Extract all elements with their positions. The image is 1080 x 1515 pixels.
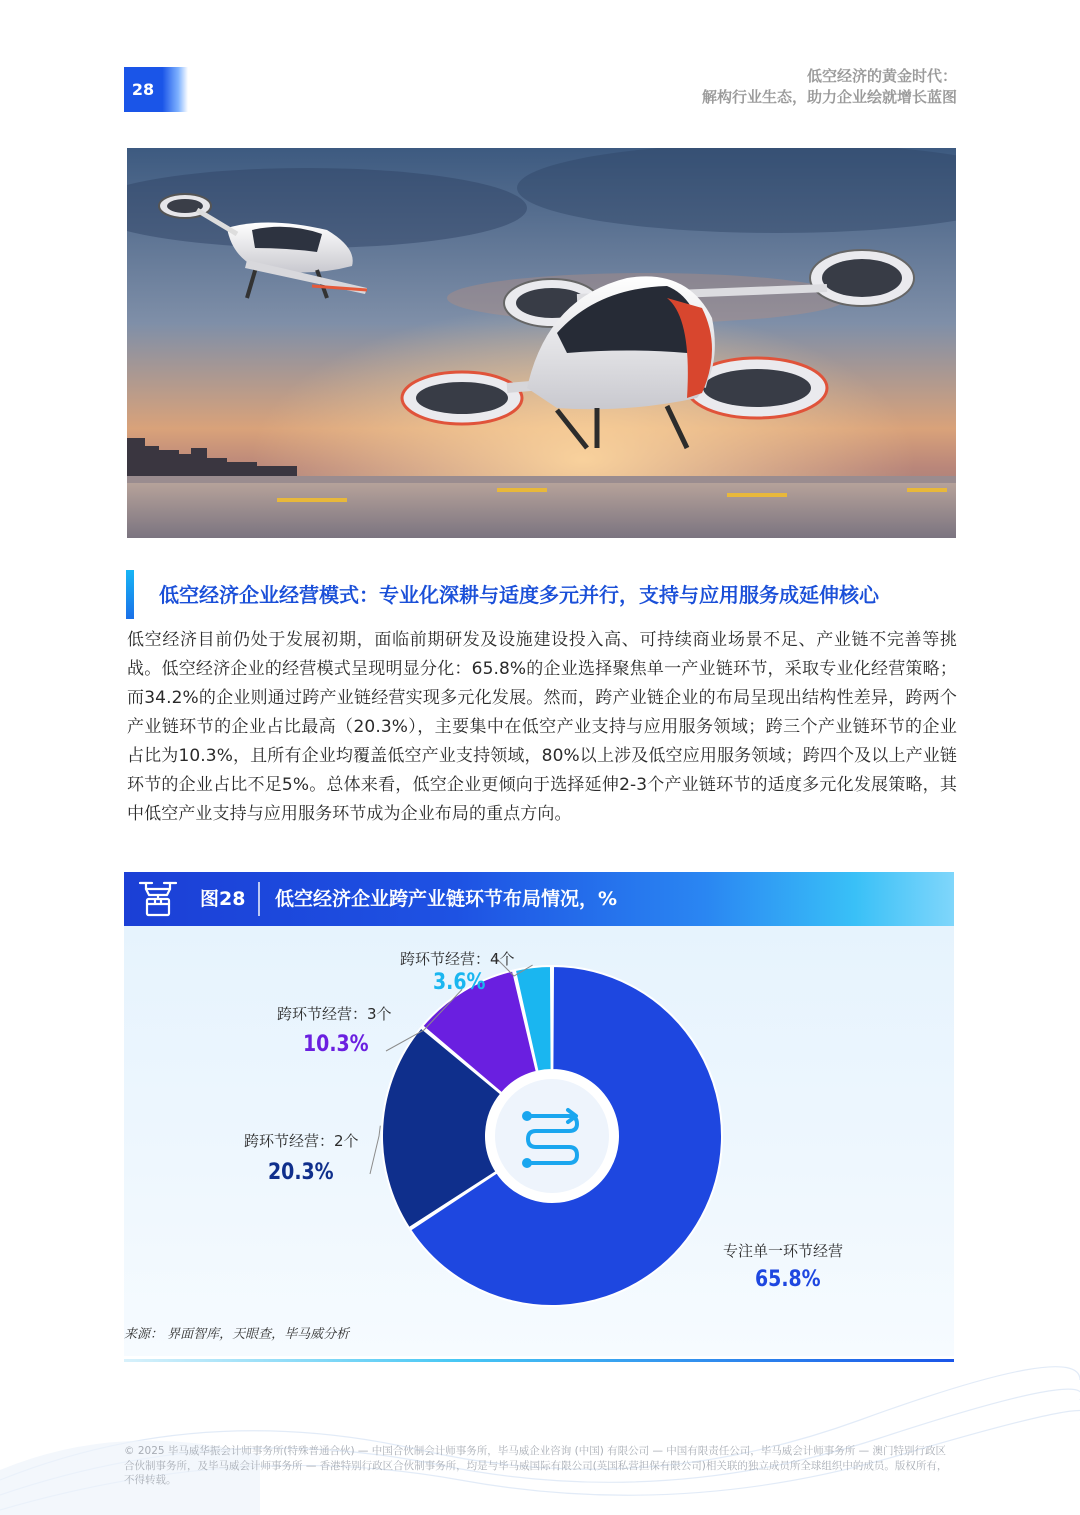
figure-title: 低空经济企业跨产业链环节布局情况，% xyxy=(275,888,618,910)
slice-label-3: 跨环节经营：3个 xyxy=(277,1005,392,1023)
drone-package-icon xyxy=(136,877,180,921)
copyright-footer: © 2025 毕马威华振会计师事务所(特殊普通合伙) — 中国合伙制会计师事务所，毕马威企业咨询 (中国) 有限公司 — 中国有限责任公司，毕马威会计师事务所 — 澳门特别行政区合伙制事务所，及毕马威会计师事务所 — 香港特别行政区合伙制事务所，均是与毕马威国际有限公司(英国私营担保有限公司)相关联的独立成员所全球组织中的成员。版权所有，不得转载。 xyxy=(124,1445,948,1486)
section-title: 低空经济企业经营模式：专业化深耕与适度多元并行，支持与应用服务成延伸核心 xyxy=(159,583,879,607)
donut-center-inner xyxy=(495,1079,609,1193)
slice-label-4: 跨环节经营：4个 xyxy=(400,950,515,968)
running-header-line1: 低空经济的黄金时代： xyxy=(806,67,957,85)
slice-label-2: 跨环节经营：2个 xyxy=(244,1132,359,1150)
slice-value-4: 3.6% xyxy=(433,970,486,995)
running-header xyxy=(702,66,957,108)
hero-image-evtol xyxy=(127,148,956,538)
body-paragraph: 低空经济目前仍处于发展初期，面临前期研发及设施建设投入高、可持续商业场景不足、产业链不完善等挑战。低空经济企业的经营模式呈现明显分化：65.8%的企业选择聚焦单一产业链环节，采取专业化经营策略；而34.2%的企业则通过跨产业链经营实现多元化发展。然而，跨产业链企业的布局呈现出结构性差异，跨两个产业链环节的企业占比最高（20.3%），主要集中在低空产业支持与应用服务领域；跨三个产业链环节的企业占比为10.3%，且所有企业均覆盖低空产业支持领域，80%以上涉及低空应用服务领域；跨四个及以上产业链环节的企业占比不足5%。总体来看，低空企业更倾向于选择延伸2-3个产业链环节的适度多元化发展策略，其中低空产业支持与应用服务环节成为企业布局的重点方向。 xyxy=(127,630,957,824)
page-number: 28 xyxy=(131,80,155,99)
leader-line-2 xyxy=(370,1126,380,1174)
figure-label: 图28 xyxy=(200,888,246,910)
slice-label-1: 专注单一环节经营 xyxy=(723,1242,844,1260)
figure-source: 来源： 界面智库，天眼查，毕马威分析 xyxy=(124,1327,350,1342)
running-header-line2: 解构行业生态，助力企业绘就增长蓝图 xyxy=(701,88,957,106)
figure-divider xyxy=(258,882,260,916)
section-accent-bar xyxy=(126,570,134,619)
slice-value-2: 20.3% xyxy=(268,1160,334,1185)
slice-value-1: 65.8% xyxy=(755,1267,821,1292)
slice-value-3: 10.3% xyxy=(303,1032,369,1057)
background-wave-decoration xyxy=(0,1360,1080,1515)
